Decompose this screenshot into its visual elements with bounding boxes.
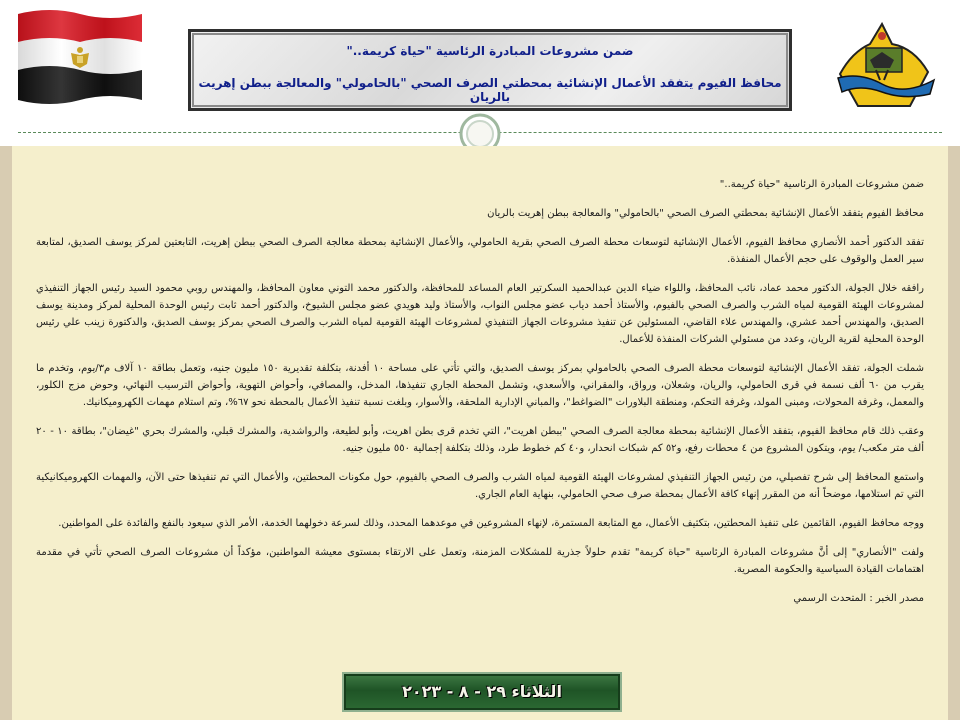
headline-box	[188, 29, 792, 111]
egypt-flag-icon	[10, 6, 150, 106]
date-badge: الثلاثاء ٢٩ - ٨ - ٢٠٢٣	[342, 672, 622, 712]
article-paragraph: ووجه محافظ الفيوم، القائمين على تنفيذ المحطتين، بتكثيف الأعمال، مع المتابعة المستمرة، لإنهاء المشروعين في موعدهما المحدد، وذلك لسرعة دخولهما الخدمة، الأمر الذي سيعود بالنفع والفائدة على المواطنين.	[58, 518, 924, 529]
article-body	[0, 146, 960, 720]
page-header	[0, 0, 960, 140]
article-paragraph: محافظ الفيوم يتفقد الأعمال الإنشائية بمحطتي الصرف الصحي "بالحامولي" والمعالجة ببطن إهريت بالريان	[487, 208, 924, 219]
article-paragraph: رافقه خلال الجولة، الدكتور محمد عماد، نائب المحافظ، واللواء ضياء الدين عبدالحميد السكرتير العام المساعد للمحافظة، والدكتور محمد التوني معاون المحافظ، والمهندس روبي محمود السيد رئيس الجهاز التنفيذي لمشروعات الهيئة القومية لمياه الشرب والصرف الصحي بالفيوم، والأستاذ أحمد دياب عضو مجلس النواب، والأستاذ وليد هويدي عضو مجلس الشيوخ، والدكتور أحمد ثابت رئيس الوحدة المحلية لمركز ومدينة يوسف الصديق، والمهندس أحمد عشري، والمهندس علاء القاضي، المسئولين عن تنفيذ مشروعات الجهاز التنفيذي لمشروعات الهيئة القومية لمياه الشرب والصرف الصحي بمركز يوسف الصديق، والدكتورة زينب علي رئيس الوحدة المحلية لقرية الريان، وعدد من مسئولي الشركات المنفذة للأعمال.	[36, 283, 924, 345]
fayoum-governorate-logo-icon	[830, 14, 940, 110]
article-paragraph: ضمن مشروعات المبادرة الرئاسية "حياة كريمة.."	[719, 179, 924, 190]
headline-subtitle: ضمن مشروعات المبادرة الرئاسية "حياة كريمة.."	[346, 44, 634, 58]
article-paragraph: تفقد الدكتور أحمد الأنصاري محافظ الفيوم، الأعمال الإنشائية لتوسعات محطة الصرف الصحي بقرية الحامولي، والأعمال الإنشائية بمحطة معالجة الصرف الصحي ببطن إهريت، التابعتين لمركز يوسف الصديق، لمتابعة سير العمل والوقوف على حجم الأعمال المنفذة.	[36, 237, 924, 265]
article-source: مصدر الخبر : المتحدث الرسمي	[793, 593, 924, 604]
article-paragraph: ولفت "الأنصاري" إلى أنَّ مشروعات المبادرة الرئاسية "حياة كريمة" تقدم حلولاً جذرية للمشكلات المزمنة، وتعمل على الارتقاء بمستوى معيشة المواطنين، مؤكداً أن مشروعات الصرف الصحي تأتي في مقدمة اهتمامات القيادة السياسية والحكومة المصرية.	[36, 547, 924, 575]
article-paragraph: شملت الجولة، تفقد الأعمال الإنشائية لتوسعات محطة الصرف الصحي بالحامولي بمركز يوسف الصديق، والتي تأتي على مساحة ١٠ أفدنة، بتكلفة تقديرية ١٥٠ مليون جنيه، وتعمل بطاقة ١٠ آلاف م٣/يوم، وتخدم ما يقرب من ٦٠ ألف نسمة في قرى الحامولي، والريان، وشعلان، ورواق، والمقراني، والأسعدي، وتشمل المحطة الجاري تنفيذها، المدخل، والمصافي، وأحواض التهوية، وأحواض الترسيب النهائي، وحوض مزج الكلور، والمعمل، وغرفة المحولات، ومبنى المولد، وغرفة التحكم، ومنطقة البلاورات "الضواغط"، والمباني الإدارية الملحقة، والأسوار، وبلغت نسبة تنفيذ الأعمال بالمحطة نحو ٦٧%، وتم استلام مهمات الكهروميكانيك.	[36, 363, 925, 408]
article-paragraph: واستمع المحافظ إلى شرح تفصيلي، من رئيس الجهاز التنفيذي لمشروعات الهيئة القومية لمياه الشرب والصرف الصحي بالفيوم، حول مكونات المحطتين، والأعمال التي تم تنفيذها حتى الآن، والمهمات الكهروميكانيكية التي تم استلامها، موضحاً أنه من المقرر إنهاء كافة الأعمال بمحطة صرف صحي الحامولي، بنهاية العام الجاري.	[36, 472, 924, 500]
article-paragraph: وعقب ذلك قام محافظ الفيوم، بتفقد الأعمال الإنشائية بمحطة معالجة الصرف الصحي "ببطن اهريت"، التي تخدم قرى بطن اهريت، وأبو لطيعة، والرواشدية، والمشرك قبلي، والمشرك بحري "غيضان"، بطاقة ١٠ - ٢٠ ألف متر مكعب/ يوم، ويتكون المشروع من ٤ محطات رفع، و٥٢ كم شبكات انحدار، و٤٠ كم خطوط طرد، وذلك بتكلفة إجمالية ٥٥٠ مليون جنيه.	[36, 426, 924, 454]
headline-title: محافظ الفيوم يتفقد الأعمال الإنشائية بمحطتي الصرف الصحي "بالحامولي" والمعالجة ببطن إهريت بالريان	[198, 76, 782, 104]
